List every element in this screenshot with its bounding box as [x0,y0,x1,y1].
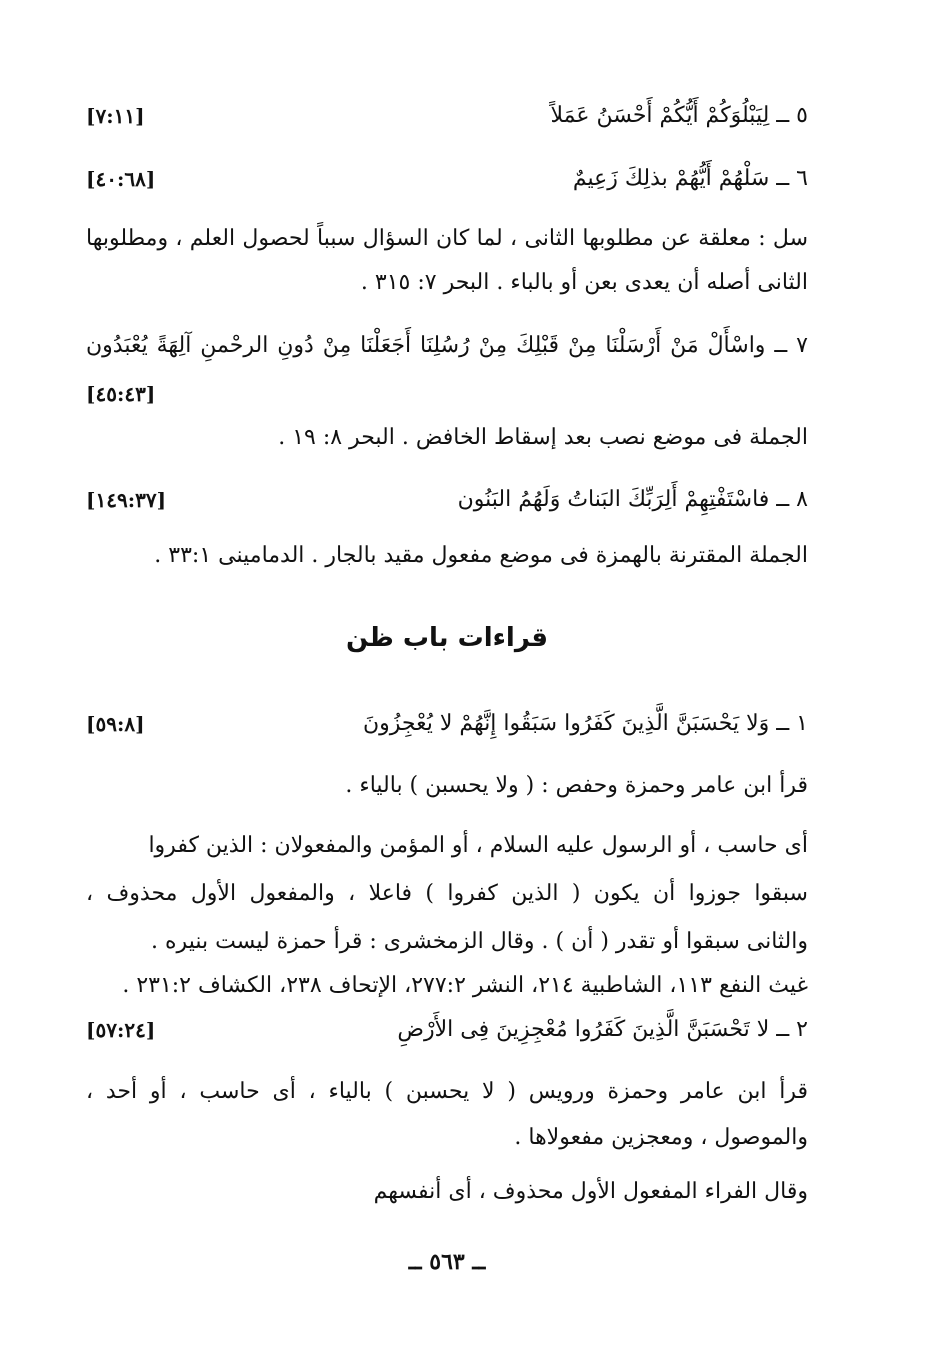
explanation-line: سبقوا جوزوا أن يكون ( الذين كفروا ) فاعلا ، والمفعول الأول محذوف ، [86,881,808,906]
reading-line: قرأ ابن عامر وحمزة وحفص : ( ولا يحسبن ) بالياء . [345,773,808,798]
note-line: سل : معلقة عن مطلوبها الثانى ، لما كان السؤال سبباً لحصول العلم ، ومطلوبها [86,226,808,251]
note-line: الجملة المقترنة بالهمزة فى موضع مفعول مقيد بالجار . الدمامينى ٣٣:١ . [154,543,808,568]
verse-6 [86,163,808,195]
verse-7-reference: [٤٥:٤٣] [86,382,156,406]
verse-text: ١ ــ وَلا يَحْسَبَنَّ الَّذِينَ كَفَرُوا سَبَقُوا إِنَّهُمْ لا يُعْجِزُونَ [363,711,808,736]
verse-text: ٨ ــ فاسْتَفْتِهِمْ أَلِرَبِّكَ البَناتُ وَلَهُمُ البَنُون [457,487,808,512]
verse-reference: [١٤٩:٣٧] [86,488,167,512]
sources-line: غيث النفع ١١٣، الشاطبية ٢١٤، النشر ٢٧٧:٢، الإتحاف ٢٣٨، الكشاف ٢٣١:٢ . [122,973,808,998]
note-line: الثانى أصله أن يعدى بعن أو بالباء . البحر ٧: ٣١٥ . [360,270,808,295]
verse-reference: [٧:١١] [86,104,145,128]
explanation-line: أى حاسب ، أو الرسول عليه السلام ، أو المؤمن والمفعولان : الذين كفروا [148,833,808,858]
verse-2 [86,1014,808,1046]
verse-text: ٦ ــ سَلْهُمْ أَيُّهُمْ بذلِكَ زَعِيمٌ [572,166,808,191]
verse-text: ٢ ــ لا تَحْسَبَنَّ الَّذِينَ كَفَرُوا مُعْجِزِينَ فِى الأَرْضِ [397,1017,808,1042]
page-number: ــ ٥٦٣ ــ [408,1249,486,1275]
verse-reference: [٥٧:٢٤] [86,1018,156,1042]
reading-line: والموصول ، ومعجزين مفعولاها . [514,1125,808,1150]
section-heading: قراءات باب ظن [345,623,549,653]
verse-7-text: ٧ ــ واسْأَلْ مَنْ أَرْسَلْنَا مِنْ قَبْلِكَ مِنْ رُسُلِنَا أَجَعَلْنَا مِنْ دُونِ الرحْمنِ آلِهَةً يُعْبَدُون [86,333,808,358]
note-line: الجملة فى موضع نصب بعد إسقاط الخافض . البحر ٨: ١٩ . [278,425,808,450]
verse-5 [86,100,808,132]
verse-reference: [٤٠:٦٨] [86,167,156,191]
verse-text: ٥ ــ لِيَبْلُوَكُمْ أَيُّكُمْ أَحْسَنُ عَمَلاً [550,103,808,128]
explanation-line: والثانى سبقوا أو تقدر ( أن ) . وقال الزمخشرى : قرأ حمزة ليست بنيره . [151,929,808,954]
verse-8 [86,484,808,516]
reading-line: قرأ ابن عامر وحمزة ورويس ( لا يحسبن ) بالياء ، أى حاسب ، أو أحد ، [86,1079,808,1104]
verse-1 [86,708,808,740]
verse-reference: [٥٩:٨] [86,712,145,736]
reading-line: وقال الفراء المفعول الأول محذوف ، أى أنفسهم [373,1179,808,1204]
